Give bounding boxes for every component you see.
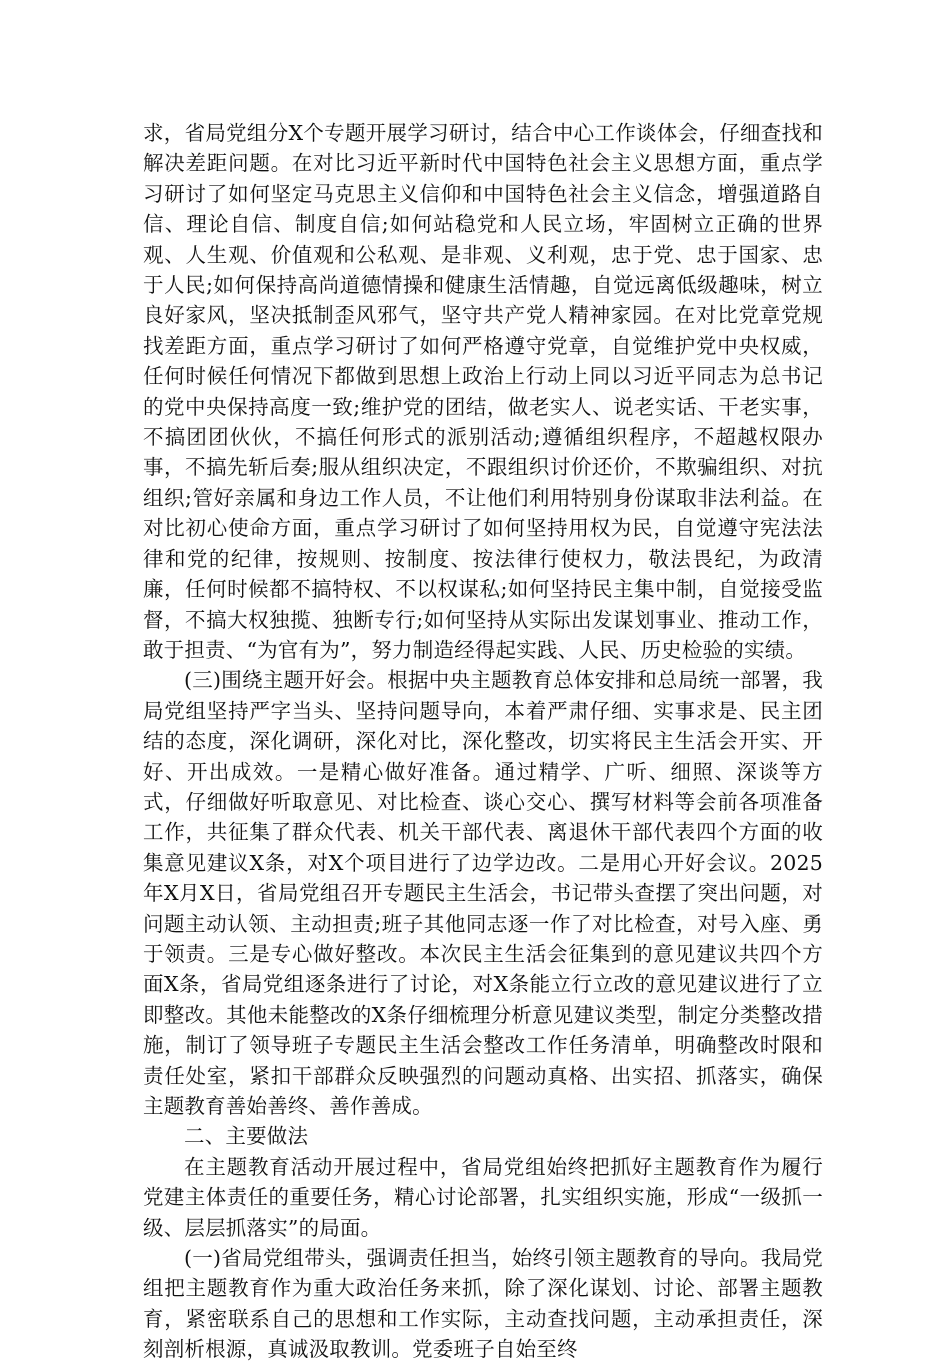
section-heading: 二、主要做法: [184, 1124, 309, 1149]
paragraph-3: 在主题教育活动开展过程中，省局党组始终把抓好主题教育作为履行党建主体责任的重要任务，精心讨论部署，扎实组织实施，形成“一级抓一级、层层抓落实”的局面。: [143, 1154, 823, 1240]
paragraph-2: (三)围绕主题开好会。根据中央主题教育总体安排和总局统一部署，我局党组坚持严字当头、坚持问题导向，本着严肃仔细、实事求是、民主团结的态度，深化调研，深化对比，深化整改，切实将民主生活会开实、开好、开出成效。一是精心做好准备。通过精学、广听、细照、深谈等方式，仔细做好听取意见、对比检查、谈心交心、撰写材料等会前各项准备工作，共征集了群众代表、机关干部代表、离退休干部代表四个方面的收集意见建议X条，对X个项目进行了边学边改。二是用心开好会议。2025年X月X日，省局党组召开专题民主生活会，书记带头查摆了突出问题，对问题主动认领、主动担责;班子其他同志逐一作了对比检查，对号入座、勇于领责。三是专心做好整改。本次民主生活会征集到的意见建议共四个方面X条，省局党组逐条进行了讨论，对X条能立行立改的意见建议进行了立即整改。其他未能整改的X条仔细梳理分析意见建议类型，制定分类整改措施，制订了领导班子专题民主生活会整改工作任务清单，明确整改时限和责任处室，紧扣干部群众反映强烈的问题动真格、出实招、抓落实，确保主题教育善始善终、善作善成。: [143, 668, 823, 1118]
paragraph-1: 求，省局党组分X个专题开展学习研讨，结合中心工作谈体会，仔细查找和解决差距问题。在对比习近平新时代中国特色社会主义思想方面，重点学习研讨了如何坚定马克思主义信仰和中国特色社会主义信念，增强道路自信、理论自信、制度自信;如何站稳党和人民立场，牢固树立正确的世界观、人生观、价值观和公私观、是非观、义利观，忠于党、忠于国家、忠于人民;如何保持高尚道德情操和健康生活情趣，自觉远离低级趣味，树立良好家风，坚决抵制歪风邪气，坚守共产党人精神家园。在对比党章党规找差距方面，重点学习研讨了如何严格遵守党章，自觉维护党中央权威，任何时候任何情况下都做到思想上政治上行动上同以习近平同志为总书记的党中央保持高度一致;维护党的团结，做老实人、说老实话、干老实事，不搞团团伙伙，不搞任何形式的派别活动;遵循组织程序，不超越权限办事，不搞先斩后奏;服从组织决定，不跟组织讨价还价，不欺骗组织、对抗组织;管好亲属和身边工作人员，不让他们利用特别身份谋取非法利益。在对比初心使命方面，重点学习研讨了如何坚持用权为民，自觉遵守宪法法律和党的纪律，按规则、按制度、按法律行使权力，敬法畏纪，为政清廉，任何时候都不搞特权、不以权谋私;如何坚持民主集中制，自觉接受监督，不搞大权独揽、独断专行;如何坚持从实际出发谋划事业、推动工作，敢于担责、“为官有为”，努力制造经得起实践、人民、历史检验的实绩。: [143, 121, 823, 662]
paragraph-4: (一)省局党组带头，强调责任担当，始终引领主题教育的导向。我局党组把主题教育作为重大政治任务来抓，除了深化谋划、讨论、部署主题教育，紧密联系自己的思想和工作实际，主动查找问题，主动承担责任，深刻剖析根源，真诚汲取教训。党委班子自始至终: [143, 1246, 823, 1362]
document-body: [143, 118, 823, 1365]
